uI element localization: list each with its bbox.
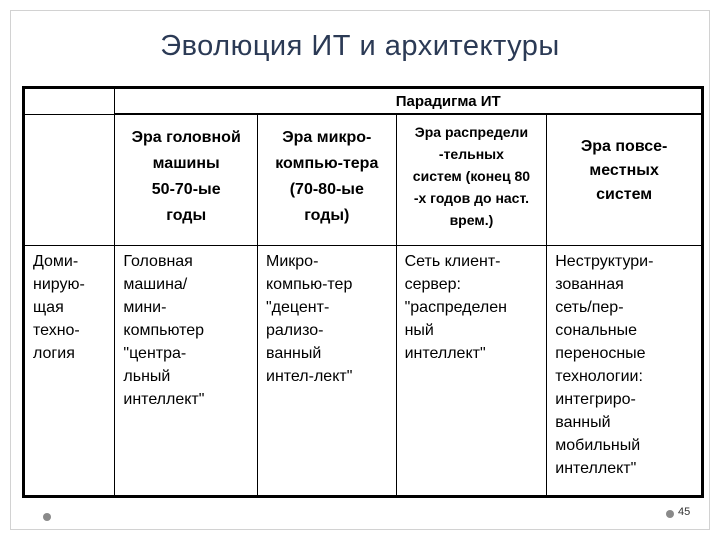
tech-microcomputer: Микро- компью-тер "децент- рализо- ванный интел-лект" [258,246,397,496]
tech-client-server: Сеть клиент- сервер: "распределен ный интеллект" [396,246,547,496]
slide-title: Эволюция ИТ и архитектуры [160,30,560,62]
era-mainframe: Эра головной машины 50-70-ые годы [131,129,241,224]
tech-ubiquitous: Неструктури- зованная сеть/пер- сональные переносные технологии: интегриро- ванный мобильный интеллект" [547,246,702,496]
decorative-dot-right [666,510,674,518]
tech-mainframe: Головная машина/ мини- компьютер "центра- льный интеллект" [115,246,258,496]
era-ubiquitous: Эра повсе- местных систем [580,138,668,203]
page-number: 45 [678,506,691,518]
era-microcomputer: Эра микро- компью-тера (70-80-ые годы) [275,129,379,224]
it-evolution-table [22,86,704,498]
empty-corner-cell [25,114,115,246]
era-distributed: Эра распредели -тельных систем (конец 80 -х годов до наст. врем.) [412,124,531,228]
paradigm-header: Парадигма ИТ [115,89,702,115]
decorative-dot-left [43,513,51,521]
row-header-dominant-technology: Доми- нирую- щая техно- логия [25,246,115,496]
